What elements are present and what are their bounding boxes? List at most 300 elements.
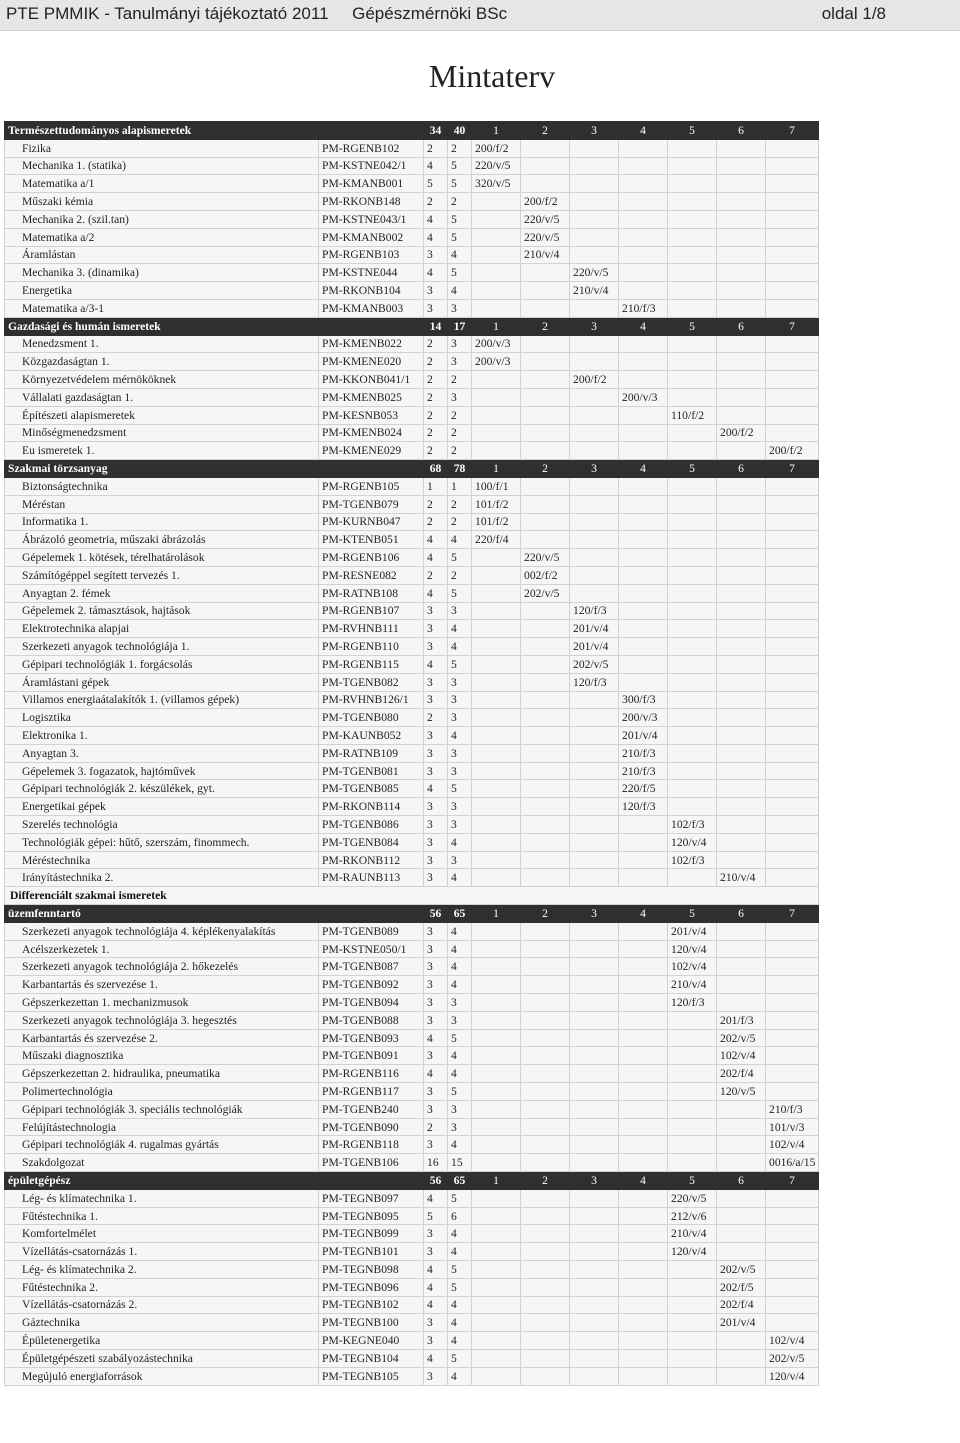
course-code: PM-TGENB092 bbox=[319, 976, 424, 994]
semester-1-cell bbox=[472, 371, 521, 389]
course-hours: 3 bbox=[424, 762, 448, 780]
course-hours: 3 bbox=[424, 282, 448, 300]
course-name: Gépipari technológiák 4. rugalmas gyártás bbox=[5, 1136, 319, 1154]
course-credits: 4 bbox=[448, 940, 472, 958]
semester-6-cell bbox=[717, 922, 766, 940]
semester-3-cell bbox=[570, 976, 619, 994]
semester-3-cell bbox=[570, 833, 619, 851]
semester-1-cell bbox=[472, 1100, 521, 1118]
course-hours: 4 bbox=[424, 210, 448, 228]
semester-header-6: 6 bbox=[717, 460, 766, 478]
semester-4-cell bbox=[619, 1332, 668, 1350]
semester-2-cell bbox=[521, 994, 570, 1012]
course-hours: 3 bbox=[424, 1332, 448, 1350]
course-credits: 5 bbox=[448, 780, 472, 798]
semester-4-cell bbox=[619, 282, 668, 300]
course-hours: 3 bbox=[424, 976, 448, 994]
course-code: PM-TGENB086 bbox=[319, 816, 424, 834]
semester-2-cell bbox=[521, 833, 570, 851]
semester-4-cell bbox=[619, 549, 668, 567]
section-total-b: 40 bbox=[448, 122, 472, 140]
course-name: Lég- és klímatechnika 1. bbox=[5, 1189, 319, 1207]
semester-1-cell bbox=[472, 816, 521, 834]
semester-3-cell bbox=[570, 1154, 619, 1172]
semester-5-cell bbox=[668, 193, 717, 211]
semester-6-cell bbox=[717, 495, 766, 513]
semester-2-cell bbox=[521, 816, 570, 834]
semester-7-cell bbox=[766, 1261, 819, 1279]
course-row bbox=[5, 1314, 819, 1332]
semester-7-cell bbox=[766, 549, 819, 567]
semester-1-cell bbox=[472, 638, 521, 656]
course-code: PM-RAUNB113 bbox=[319, 869, 424, 887]
course-credits: 4 bbox=[448, 727, 472, 745]
semester-2-cell bbox=[521, 139, 570, 157]
semester-6-cell bbox=[717, 1118, 766, 1136]
section-total-b: 78 bbox=[448, 460, 472, 478]
semester-2-cell bbox=[521, 531, 570, 549]
semester-3-cell bbox=[570, 851, 619, 869]
semester-7-cell bbox=[766, 157, 819, 175]
semester-2-value: 200/f/2 bbox=[521, 193, 570, 211]
semester-7-cell bbox=[766, 1011, 819, 1029]
semester-1-cell bbox=[472, 620, 521, 638]
course-row bbox=[5, 816, 819, 834]
semester-2-cell bbox=[521, 335, 570, 353]
semester-6-value: 202/v/5 bbox=[717, 1261, 766, 1279]
course-row bbox=[5, 282, 819, 300]
semester-3-cell bbox=[570, 1065, 619, 1083]
course-row bbox=[5, 1296, 819, 1314]
semester-1-cell bbox=[472, 1349, 521, 1367]
semester-2-cell bbox=[521, 1261, 570, 1279]
course-row bbox=[5, 424, 819, 442]
semester-4-cell bbox=[619, 1367, 668, 1385]
semester-6-cell bbox=[717, 994, 766, 1012]
semester-2-cell bbox=[521, 406, 570, 424]
course-hours: 3 bbox=[424, 727, 448, 745]
course-credits: 6 bbox=[448, 1207, 472, 1225]
course-hours: 4 bbox=[424, 549, 448, 567]
semester-1-cell bbox=[472, 1083, 521, 1101]
course-hours: 3 bbox=[424, 1100, 448, 1118]
semester-7-cell bbox=[766, 816, 819, 834]
course-row bbox=[5, 1136, 819, 1154]
semester-3-value: 201/v/4 bbox=[570, 620, 619, 638]
semester-1-cell bbox=[472, 1118, 521, 1136]
semester-2-cell bbox=[521, 371, 570, 389]
semester-7-cell bbox=[766, 1207, 819, 1225]
course-name: Áramlástani gépek bbox=[5, 673, 319, 691]
semester-1-cell bbox=[472, 584, 521, 602]
semester-7-cell bbox=[766, 620, 819, 638]
semester-5-cell bbox=[668, 1367, 717, 1385]
course-name: Gépipari technológiák 3. speciális technológiák bbox=[5, 1100, 319, 1118]
semester-3-cell bbox=[570, 994, 619, 1012]
course-row bbox=[5, 210, 819, 228]
course-code: PM-RKONB112 bbox=[319, 851, 424, 869]
course-hours: 2 bbox=[424, 335, 448, 353]
course-row bbox=[5, 1100, 819, 1118]
semester-3-cell bbox=[570, 816, 619, 834]
semester-4-cell bbox=[619, 851, 668, 869]
semester-header-7: 7 bbox=[766, 460, 819, 478]
course-row bbox=[5, 673, 819, 691]
course-code: PM-TEGNB105 bbox=[319, 1367, 424, 1385]
course-name: Energetikai gépek bbox=[5, 798, 319, 816]
semester-3-cell bbox=[570, 157, 619, 175]
semester-2-cell bbox=[521, 282, 570, 300]
course-name: Szakdolgozat bbox=[5, 1154, 319, 1172]
semester-5-cell bbox=[668, 584, 717, 602]
course-credits: 3 bbox=[448, 994, 472, 1012]
semester-5-cell bbox=[668, 513, 717, 531]
semester-2-value: 002/f/2 bbox=[521, 566, 570, 584]
semester-6-cell bbox=[717, 139, 766, 157]
semester-header-3: 3 bbox=[570, 1172, 619, 1190]
semester-6-cell bbox=[717, 727, 766, 745]
course-row bbox=[5, 1083, 819, 1101]
semester-2-cell bbox=[521, 727, 570, 745]
course-code: PM-KTENB051 bbox=[319, 531, 424, 549]
semester-1-cell bbox=[472, 228, 521, 246]
semester-6-value: 120/v/5 bbox=[717, 1083, 766, 1101]
course-hours: 3 bbox=[424, 1225, 448, 1243]
course-credits: 3 bbox=[448, 388, 472, 406]
semester-1-value: 320/v/5 bbox=[472, 175, 521, 193]
semester-6-cell bbox=[717, 388, 766, 406]
semester-1-cell bbox=[472, 210, 521, 228]
semester-2-cell bbox=[521, 780, 570, 798]
course-row bbox=[5, 566, 819, 584]
course-name: Fűtéstechnika 2. bbox=[5, 1278, 319, 1296]
section-header-row bbox=[5, 1172, 819, 1190]
course-hours: 3 bbox=[424, 691, 448, 709]
semester-2-cell bbox=[521, 1154, 570, 1172]
semester-4-cell bbox=[619, 816, 668, 834]
course-code: PM-KKONB041/1 bbox=[319, 371, 424, 389]
semester-4-cell bbox=[619, 371, 668, 389]
section-header-row bbox=[5, 122, 819, 140]
semester-5-cell bbox=[668, 228, 717, 246]
course-name: Biztonságtechnika bbox=[5, 477, 319, 495]
course-name: Gépszerkezettan 1. mechanizmusok bbox=[5, 994, 319, 1012]
semester-2-cell bbox=[521, 976, 570, 994]
semester-5-cell bbox=[668, 282, 717, 300]
semester-7-value: 120/v/4 bbox=[766, 1367, 819, 1385]
semester-3-cell bbox=[570, 1278, 619, 1296]
semester-header-3: 3 bbox=[570, 905, 619, 923]
section-title: üzemfenntartó bbox=[5, 905, 424, 923]
course-code: PM-RGENB116 bbox=[319, 1065, 424, 1083]
semester-3-value: 220/v/5 bbox=[570, 264, 619, 282]
semester-5-cell bbox=[668, 744, 717, 762]
semester-2-cell bbox=[521, 424, 570, 442]
course-credits: 4 bbox=[448, 1367, 472, 1385]
course-code: PM-TGENB084 bbox=[319, 833, 424, 851]
semester-1-cell bbox=[472, 691, 521, 709]
semester-5-value: 102/v/4 bbox=[668, 958, 717, 976]
semester-7-cell bbox=[766, 335, 819, 353]
semester-4-cell bbox=[619, 638, 668, 656]
semester-2-cell bbox=[521, 869, 570, 887]
course-code: PM-KMENB024 bbox=[319, 424, 424, 442]
semester-6-cell bbox=[717, 299, 766, 317]
course-code: PM-RKONB104 bbox=[319, 282, 424, 300]
course-name: Épületgépészeti szabályozástechnika bbox=[5, 1349, 319, 1367]
course-credits: 4 bbox=[448, 833, 472, 851]
course-row bbox=[5, 1332, 819, 1350]
semester-3-cell bbox=[570, 1314, 619, 1332]
semester-6-cell bbox=[717, 175, 766, 193]
semester-7-cell bbox=[766, 246, 819, 264]
semester-7-cell bbox=[766, 495, 819, 513]
semester-7-value: 200/f/2 bbox=[766, 442, 819, 460]
course-code: PM-TEGNB095 bbox=[319, 1207, 424, 1225]
semester-5-cell bbox=[668, 1332, 717, 1350]
course-code: PM-TGENB080 bbox=[319, 709, 424, 727]
semester-5-value: 110/f/2 bbox=[668, 406, 717, 424]
course-row bbox=[5, 531, 819, 549]
semester-6-cell bbox=[717, 210, 766, 228]
course-name: Gépelemek 2. támasztások, hajtások bbox=[5, 602, 319, 620]
semester-4-cell bbox=[619, 1278, 668, 1296]
course-code: PM-TGENB081 bbox=[319, 762, 424, 780]
course-name: Vállalati gazdaságtan 1. bbox=[5, 388, 319, 406]
semester-1-cell bbox=[472, 869, 521, 887]
semester-7-cell bbox=[766, 780, 819, 798]
semester-4-cell bbox=[619, 869, 668, 887]
semester-6-value: 202/v/5 bbox=[717, 1029, 766, 1047]
course-hours: 2 bbox=[424, 513, 448, 531]
course-code: PM-KMANB002 bbox=[319, 228, 424, 246]
course-code: PM-TEGNB101 bbox=[319, 1243, 424, 1261]
semester-2-cell bbox=[521, 353, 570, 371]
course-credits: 4 bbox=[448, 1225, 472, 1243]
semester-2-cell bbox=[521, 620, 570, 638]
course-row bbox=[5, 620, 819, 638]
course-name: Mechanika 2. (szil.tan) bbox=[5, 210, 319, 228]
semester-6-cell bbox=[717, 477, 766, 495]
semester-7-cell bbox=[766, 210, 819, 228]
semester-3-cell bbox=[570, 691, 619, 709]
course-hours: 3 bbox=[424, 1011, 448, 1029]
semester-2-value: 202/v/5 bbox=[521, 584, 570, 602]
course-credits: 2 bbox=[448, 193, 472, 211]
course-code: PM-RATNB109 bbox=[319, 744, 424, 762]
semester-3-cell bbox=[570, 744, 619, 762]
course-hours: 2 bbox=[424, 495, 448, 513]
semester-2-cell bbox=[521, 1207, 570, 1225]
semester-4-value: 200/v/3 bbox=[619, 709, 668, 727]
section-total-a: 56 bbox=[424, 905, 448, 923]
semester-7-cell bbox=[766, 228, 819, 246]
course-code: PM-TEGNB098 bbox=[319, 1261, 424, 1279]
semester-6-cell bbox=[717, 246, 766, 264]
course-credits: 4 bbox=[448, 869, 472, 887]
semester-2-cell bbox=[521, 798, 570, 816]
semester-1-cell bbox=[472, 1243, 521, 1261]
semester-3-value: 201/v/4 bbox=[570, 638, 619, 656]
semester-2-value: 220/v/5 bbox=[521, 549, 570, 567]
semester-5-cell bbox=[668, 157, 717, 175]
semester-header-7: 7 bbox=[766, 122, 819, 140]
semester-7-cell bbox=[766, 851, 819, 869]
semester-3-cell bbox=[570, 388, 619, 406]
course-credits: 3 bbox=[448, 1011, 472, 1029]
semester-7-cell bbox=[766, 727, 819, 745]
semester-header-6: 6 bbox=[717, 317, 766, 335]
semester-2-cell bbox=[521, 1029, 570, 1047]
course-row bbox=[5, 228, 819, 246]
semester-6-cell bbox=[717, 798, 766, 816]
semester-7-cell bbox=[766, 940, 819, 958]
course-credits: 5 bbox=[448, 584, 472, 602]
semester-4-cell bbox=[619, 139, 668, 157]
semester-3-cell bbox=[570, 210, 619, 228]
semester-2-cell bbox=[521, 1225, 570, 1243]
course-row bbox=[5, 798, 819, 816]
course-credits: 5 bbox=[448, 210, 472, 228]
semester-2-cell bbox=[521, 495, 570, 513]
semester-2-cell bbox=[521, 655, 570, 673]
course-row bbox=[5, 638, 819, 656]
semester-4-cell bbox=[619, 210, 668, 228]
semester-2-cell bbox=[521, 1118, 570, 1136]
course-name: Gépelemek 3. fogazatok, hajtóművek bbox=[5, 762, 319, 780]
course-credits: 5 bbox=[448, 1083, 472, 1101]
semester-1-cell bbox=[472, 1314, 521, 1332]
course-code: PM-TGENB082 bbox=[319, 673, 424, 691]
semester-6-cell bbox=[717, 1100, 766, 1118]
semester-3-cell bbox=[570, 442, 619, 460]
semester-5-value: 120/v/4 bbox=[668, 833, 717, 851]
course-credits: 15 bbox=[448, 1154, 472, 1172]
course-name: Mechanika 1. (statika) bbox=[5, 157, 319, 175]
course-hours: 2 bbox=[424, 139, 448, 157]
course-row bbox=[5, 976, 819, 994]
semester-3-cell bbox=[570, 193, 619, 211]
course-hours: 4 bbox=[424, 1349, 448, 1367]
course-credits: 4 bbox=[448, 1065, 472, 1083]
curriculum-table bbox=[4, 121, 819, 1386]
semester-4-cell bbox=[619, 584, 668, 602]
semester-4-cell bbox=[619, 620, 668, 638]
semester-5-cell bbox=[668, 727, 717, 745]
semester-6-cell bbox=[717, 228, 766, 246]
course-credits: 3 bbox=[448, 299, 472, 317]
semester-3-cell bbox=[570, 798, 619, 816]
course-hours: 5 bbox=[424, 175, 448, 193]
semester-5-cell bbox=[668, 1296, 717, 1314]
course-hours: 4 bbox=[424, 1296, 448, 1314]
course-credits: 2 bbox=[448, 566, 472, 584]
semester-2-cell bbox=[521, 744, 570, 762]
semester-2-cell bbox=[521, 388, 570, 406]
semester-7-value: 102/v/4 bbox=[766, 1136, 819, 1154]
semester-6-cell bbox=[717, 1243, 766, 1261]
semester-6-value: 201/v/4 bbox=[717, 1314, 766, 1332]
semester-1-value: 220/f/4 bbox=[472, 531, 521, 549]
course-name: Anyagtan 2. fémek bbox=[5, 584, 319, 602]
course-name: Számítógéppel segített tervezés 1. bbox=[5, 566, 319, 584]
semester-6-value: 202/f/4 bbox=[717, 1065, 766, 1083]
course-row bbox=[5, 602, 819, 620]
semester-4-cell bbox=[619, 495, 668, 513]
course-row bbox=[5, 139, 819, 157]
course-row bbox=[5, 388, 819, 406]
semester-4-cell bbox=[619, 1100, 668, 1118]
semester-3-cell bbox=[570, 869, 619, 887]
course-code: PM-RGENB107 bbox=[319, 602, 424, 620]
section-title: épületgépész bbox=[5, 1172, 424, 1190]
semester-3-cell bbox=[570, 940, 619, 958]
semester-7-value: 210/f/3 bbox=[766, 1100, 819, 1118]
semester-3-cell bbox=[570, 566, 619, 584]
semester-3-cell bbox=[570, 1243, 619, 1261]
course-code: PM-RKONB148 bbox=[319, 193, 424, 211]
course-credits: 2 bbox=[448, 424, 472, 442]
page-header bbox=[0, 0, 960, 31]
semester-4-cell bbox=[619, 958, 668, 976]
semester-7-cell bbox=[766, 388, 819, 406]
semester-5-cell bbox=[668, 442, 717, 460]
semester-7-cell bbox=[766, 1225, 819, 1243]
semester-7-cell bbox=[766, 175, 819, 193]
semester-1-cell bbox=[472, 1065, 521, 1083]
course-code: PM-RGENB110 bbox=[319, 638, 424, 656]
semester-6-cell bbox=[717, 780, 766, 798]
course-code: PM-TGENB088 bbox=[319, 1011, 424, 1029]
semester-1-cell bbox=[472, 566, 521, 584]
semester-2-cell bbox=[521, 638, 570, 656]
semester-header-5: 5 bbox=[668, 317, 717, 335]
semester-5-cell bbox=[668, 1154, 717, 1172]
course-hours: 3 bbox=[424, 940, 448, 958]
course-hours: 16 bbox=[424, 1154, 448, 1172]
course-code: PM-KURNB047 bbox=[319, 513, 424, 531]
course-row bbox=[5, 406, 819, 424]
semester-4-cell bbox=[619, 531, 668, 549]
course-code: PM-RGENB106 bbox=[319, 549, 424, 567]
semester-5-cell bbox=[668, 1118, 717, 1136]
section-title: Szakmai törzsanyag bbox=[5, 460, 424, 478]
course-code: PM-KSTNE043/1 bbox=[319, 210, 424, 228]
semester-header-1: 1 bbox=[472, 317, 521, 335]
semester-4-cell bbox=[619, 193, 668, 211]
course-name: Műszaki kémia bbox=[5, 193, 319, 211]
semester-7-cell bbox=[766, 1083, 819, 1101]
course-hours: 3 bbox=[424, 1047, 448, 1065]
course-hours: 4 bbox=[424, 264, 448, 282]
semester-header-2: 2 bbox=[521, 317, 570, 335]
semester-6-cell bbox=[717, 958, 766, 976]
semester-4-cell bbox=[619, 442, 668, 460]
semester-1-cell bbox=[472, 549, 521, 567]
semester-7-cell bbox=[766, 744, 819, 762]
semester-header-4: 4 bbox=[619, 460, 668, 478]
course-credits: 3 bbox=[448, 798, 472, 816]
course-credits: 4 bbox=[448, 1332, 472, 1350]
semester-2-cell bbox=[521, 1278, 570, 1296]
course-credits: 5 bbox=[448, 549, 472, 567]
semester-5-cell bbox=[668, 424, 717, 442]
semester-2-cell bbox=[521, 762, 570, 780]
semester-4-value: 210/f/3 bbox=[619, 762, 668, 780]
course-credits: 2 bbox=[448, 139, 472, 157]
semester-5-cell bbox=[668, 371, 717, 389]
semester-4-cell bbox=[619, 1314, 668, 1332]
